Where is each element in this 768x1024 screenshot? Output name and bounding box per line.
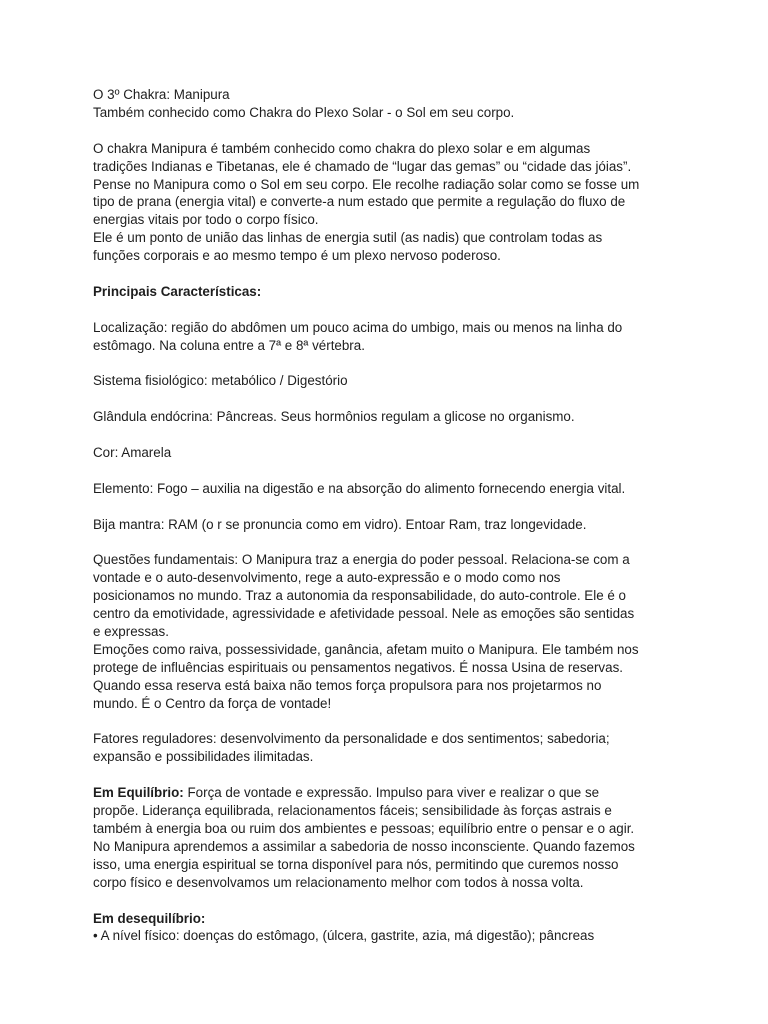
fundamental-questions-paragraph [93, 551, 693, 712]
intro-paragraph [93, 140, 693, 265]
text-line [93, 784, 693, 802]
physiological-system: Sistema fisiológico: metabólico / Digestório [93, 373, 348, 389]
text-line: Questões fundamentais: O Manipura traz a energia do poder pessoal. Relaciona-se com a [93, 552, 630, 568]
text-line: energias vitais por todo o corpo físico. [93, 212, 319, 228]
text-line: posicionamos no mundo. Traz a autonomia da responsabilidade, do auto-controle. Ele é o [93, 588, 626, 604]
text-line: isso, uma energia espiritual se torna disponível para nós, permitindo que curemos nosso [93, 856, 619, 872]
text-line: corpo físico e desenvolvamos um relacionamento melhor com todos à nossa volta. [93, 874, 584, 890]
location-paragraph [93, 319, 693, 355]
balance-label: Em Equilíbrio: [93, 785, 184, 801]
text-line: centro da emotividade, agressividade e afetividade pessoal. Nele as emoções são sentidas [93, 606, 635, 622]
document-page [93, 86, 693, 945]
chakra-title: O 3º Chakra: Manipura [93, 87, 230, 102]
text-line: vontade e o auto-desenvolvimento, rege a auto-expressão e o modo como nos [93, 570, 561, 586]
imbalance-heading: Em desequilíbrio: [93, 910, 206, 926]
text-line: No Manipura aprendemos a assimilar a sabedoria de nosso inconsciente. Quando fazemos [93, 838, 635, 854]
bija-mantra-line: Bija mantra: RAM (o r se pronuncia como em vidro). Entoar Ram, traz longevidade. [93, 516, 587, 532]
text-line: estômago. Na coluna entre a 7ª e 8ª vértebra. [93, 337, 365, 353]
text-line: tipo de prana (energia vital) e converte-a num estado que permite a regulação do fluxo de [93, 194, 626, 210]
chakra-subtitle: Também conhecido como Chakra do Plexo Solar - o Sol em seu corpo. [93, 104, 515, 120]
text-line: funções corporais e ao mesmo tempo é um plexo nervoso poderoso. [93, 248, 501, 264]
text-line: O chakra Manipura é também conhecido como chakra do plexo solar e em algumas [93, 140, 591, 156]
text-line: Localização: região do abdômen um pouco acima do umbigo, mais ou menos na linha do [93, 319, 623, 335]
balance-paragraph [93, 784, 693, 891]
text-line: Quando essa reserva está baixa não temos força propulsora para nos projetarmos no [93, 677, 602, 693]
text-line: tradições Indianas e Tibetanas, ele é chamado de “lugar das gemas” ou “cidade das jóias”. [93, 158, 632, 174]
element-line: Elemento: Fogo – auxilia na digestão e na absorção do alimento fornecendo energia vital. [93, 480, 626, 496]
text-line: Pense no Manipura como o Sol em seu corpo. Ele recolhe radiação solar como se fosse um [93, 176, 640, 192]
text-line: também à energia boa ou ruim dos ambientes e pessoas; equilíbrio entre o pensar e o agir. [93, 820, 635, 836]
text-line: Emoções como raiva, possessividade, ganância, afetam muito o Manipura. Ele também nos [93, 641, 639, 657]
text-line: mundo. É o Centro da força de vontade! [93, 695, 332, 711]
balance-first-line: Força de vontade e expressão. Impulso para viver e realizar o que se [183, 785, 600, 801]
text-line: Ele é um ponto de união das linhas de energia sutil (as nadis) que controlam todas as [93, 230, 603, 246]
text-line: expansão e possibilidades ilimitadas. [93, 749, 314, 765]
text-line: e expressas. [93, 624, 169, 640]
imbalance-list-item: • A nível físico: doenças do estômago, (úlcera, gastrite, azia, má digestão); pâncreas [93, 928, 595, 944]
color-line: Cor: Amarela [93, 445, 172, 461]
text-line: propõe. Liderança equilibrada, relacionamentos fáceis; sensibilidade às forças astrais e [93, 803, 612, 819]
text-line: Fatores reguladores: desenvolvimento da personalidade e dos sentimentos; sabedoria; [93, 731, 610, 747]
characteristics-heading: Principais Características: [93, 283, 262, 299]
regulating-factors-paragraph [93, 730, 693, 766]
text-line: protege de influências espirituais ou pensamentos negativos. É nossa Usina de reservas. [93, 659, 623, 675]
endocrine-gland: Glândula endócrina: Pâncreas. Seus hormônios regulam a glicose no organismo. [93, 409, 575, 425]
